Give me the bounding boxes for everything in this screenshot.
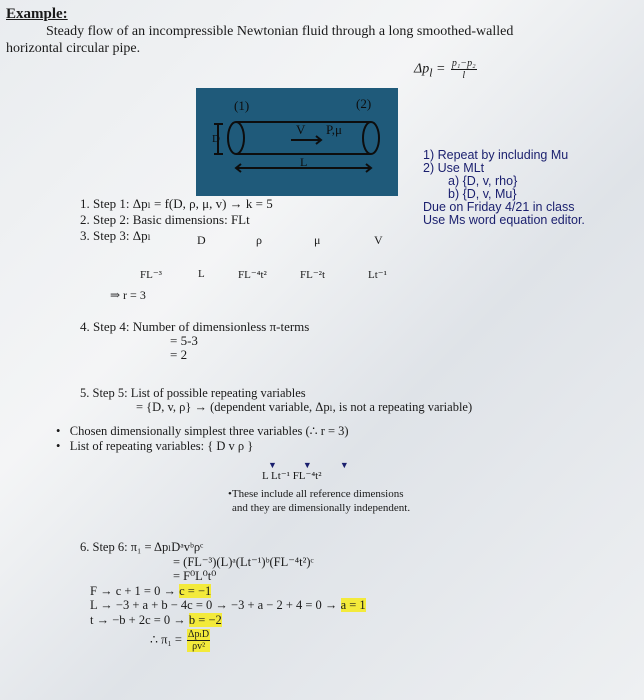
step-4-calc: = 5-3 <box>170 333 198 348</box>
label-diameter: D <box>212 133 220 145</box>
note-line: Due on Friday 4/21 in class <box>423 200 575 214</box>
assignment-notes <box>423 149 585 227</box>
step-5-list: = {D, v, ρ} → (dependent variable, Δpₗ, is not a repeating variable) <box>136 400 473 414</box>
step-3: 3. Step 3: Δpₗ <box>80 228 151 243</box>
note-line: b) {D, v, Mu} <box>448 187 517 201</box>
label-length: L <box>300 155 308 169</box>
repeating-dims: L Lt⁻¹ FL⁻⁴t² <box>262 470 322 482</box>
note-line: 1) Repeat by including Mu <box>423 148 569 162</box>
pressure-drop-definition: $\Delta p_l$ = $\frac{\text{p₁−p₂}}{l}$ <box>414 58 476 81</box>
step-6-title: 6. Step 6: π₁ = ΔpₗDᵃvᵇρᶜ <box>80 540 204 554</box>
arrow-down-icon: ▼ <box>339 460 349 470</box>
r-result: ⇒ r = 3 <box>110 288 146 302</box>
arrow-down-icon: ▼ <box>268 460 277 470</box>
note-line: 2) Use MLt <box>423 161 485 175</box>
repeating-note-1: •These include all reference dimensions <box>228 488 404 500</box>
label-section-2: (2) <box>356 96 372 111</box>
var-rho: ρ <box>256 233 262 247</box>
result-b: b = −2 <box>188 612 222 627</box>
bullet-item: • List of repeating variables: { D v ρ } <box>56 439 254 453</box>
eq-t: t → −b + 2c = 0 → b = −2 <box>90 612 222 627</box>
dim-rho: FL⁻⁴t² <box>238 269 267 281</box>
step-6-dims: = (FL⁻³)(L)ᵃ(Lt⁻¹)ᵇ(FL⁻⁴t²)ᶜ <box>173 554 314 569</box>
var-d: D <box>197 233 206 247</box>
var-v: V <box>374 233 383 247</box>
step-1: 1. Step 1: Δpₗ = f(D, ρ, μ, v) → k = 5 <box>80 196 273 211</box>
problem-statement-line1: Steady flow of an incompressible Newtonian fluid through a long smoothed-walled <box>46 24 514 39</box>
step-5-title: 5. Step 5: List of possible repeating variables <box>80 386 306 400</box>
pipe-diagram <box>196 88 398 196</box>
result-a: a = 1 <box>340 598 366 612</box>
eq-l: L → −3 + a + b − 4c = 0 → −3 + a − 2 + 4 = 0 → a = 1 <box>90 598 366 612</box>
label-section-1: (1) <box>234 98 250 113</box>
note-line: Use Ms word equation editor. <box>423 213 585 227</box>
dim-dpl: FL⁻³ <box>140 269 162 281</box>
label-rho-mu: P,μ <box>326 122 343 137</box>
result-c: c = −1 <box>179 583 212 598</box>
var-mu: μ <box>314 233 321 247</box>
dim-v: Lt⁻¹ <box>368 269 387 281</box>
repeating-variable-bullets <box>56 424 349 454</box>
step-4-result: = 2 <box>170 347 188 362</box>
step-4 <box>80 320 309 362</box>
arrow-down-icon: ▼ <box>302 460 312 470</box>
eq-f: F → c + 1 = 0 → c = −1 <box>90 583 212 598</box>
steps-1-3 <box>80 196 273 244</box>
label-velocity: V <box>296 122 306 137</box>
problem-statement-line2: horizontal circular pipe. <box>6 41 141 56</box>
step-4-title: 4. Step 4: Number of dimensionless π-terms <box>80 319 310 334</box>
example-title: Example: <box>6 6 68 22</box>
repeating-note-2: and they are dimensionally independent. <box>232 502 411 514</box>
dim-mu: FL⁻²t <box>300 269 325 281</box>
step-6-zero: = F⁰L⁰t⁰ <box>173 569 217 583</box>
bullet-item: • Chosen dimensionally simplest three variables (∴ r = 3) <box>56 424 349 438</box>
step-5 <box>80 386 472 414</box>
dim-d: L <box>198 268 205 280</box>
step-6 <box>80 540 366 652</box>
pipe-sketch <box>196 88 398 196</box>
note-line: a) {D, v, rho} <box>448 174 518 188</box>
final-pi: ∴ π₁ = $\frac{\text{ΔpₗD}}{\text{ρv²}}$ <box>150 629 210 652</box>
step-2: 2. Step 2: Basic dimensions: FLt <box>80 212 250 227</box>
